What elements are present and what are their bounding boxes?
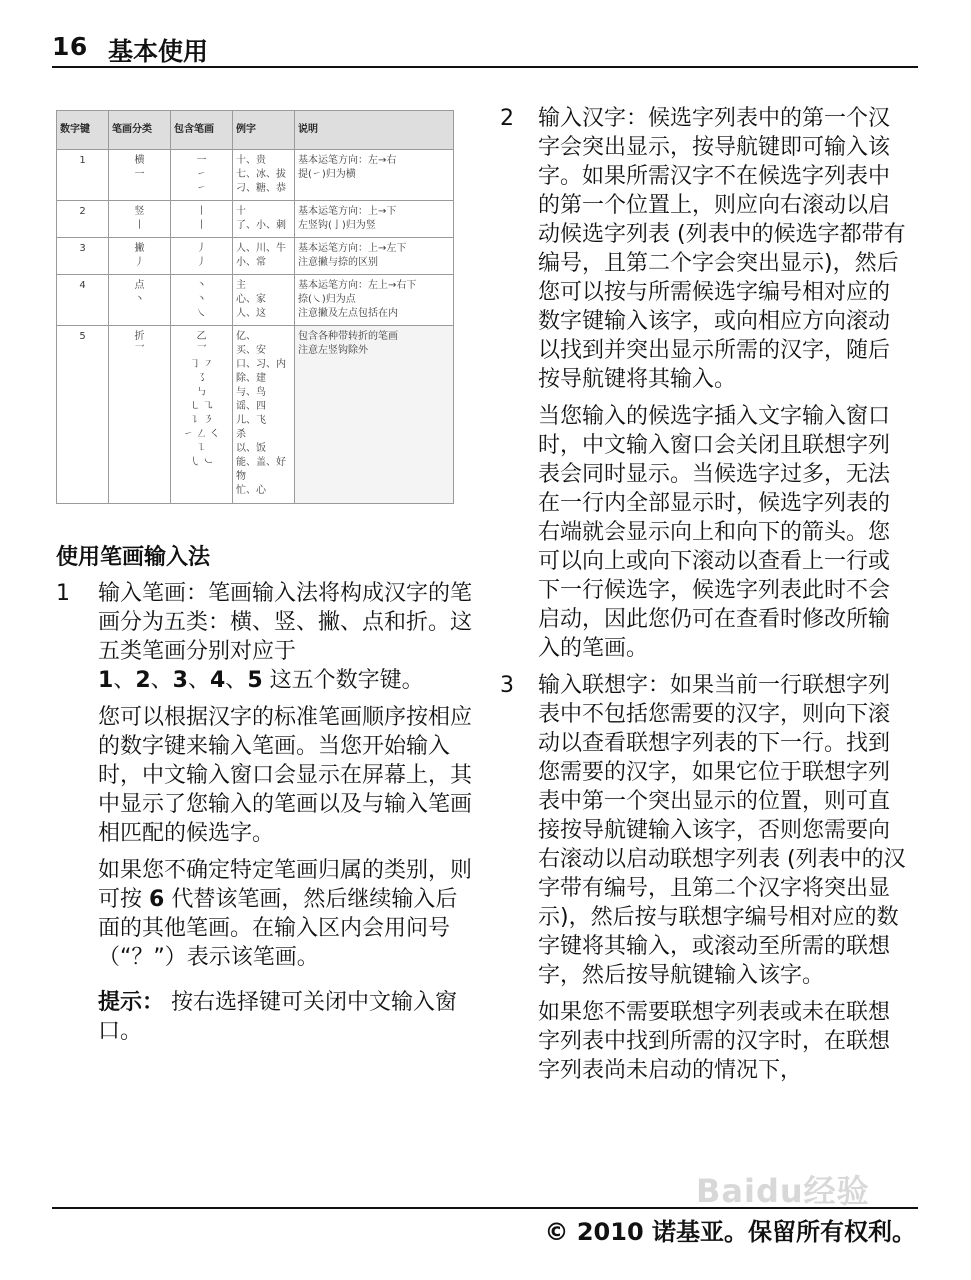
item-text: 如果您不确定特定笔画归属的类别，则可按	[98, 858, 473, 912]
page-number: 16	[52, 32, 88, 61]
table-header-cell: 数字键	[57, 111, 109, 150]
copyright-footer: © 2010 诺基亚。保留所有权利。	[544, 1218, 916, 1246]
key-cell: 3	[57, 238, 109, 275]
item-paragraph: 输入笔画：笔画输入法将构成汉字的笔画分为五类：横、竖、撇、点和折。这五类笔画分别对应于 1、2、3、4、5 这五个数字键。	[98, 581, 473, 693]
baidu-watermark: Baidu经验	[696, 1172, 870, 1210]
table-header-cell: 包含笔画	[171, 111, 233, 150]
contains-cell: 一 ㇀ ㇀	[171, 150, 233, 201]
stroke-cell: 横 一	[109, 150, 171, 201]
item-text: 输入笔画：笔画输入法将构成汉字的笔画分为五类：横、竖、撇、点和折。这五类笔画分别对应于	[98, 581, 473, 664]
table-row	[57, 326, 454, 504]
tip-text: 按右选择键可关闭中文输入窗口。	[98, 990, 458, 1044]
table-header-cell: 笔画分类	[109, 111, 171, 150]
list-item-3	[500, 671, 910, 1085]
stroke-table-figure	[56, 110, 454, 504]
key-cell: 2	[57, 201, 109, 238]
item-paragraph: 输入联想字：如果当前一行联想字列表中不包括您需要的汉字，则向下滚动以查看联想字列表的下一行。找到您需要的汉字，如果它位于联想字列表中第一个突出显示的位置，则可直接按导航键输入该字，否则您需要向右滚动以启动联想字列表 (列表中的汉字带有编号，且第二个汉字将突出显示)，然后按与联想字编号相对应的数字键将其输入，或滚动至所需的联想字，然后按导航键输入该字。	[538, 673, 906, 988]
chapter-title: 基本使用	[108, 37, 209, 66]
table-row	[57, 150, 454, 201]
table-header-row	[57, 111, 454, 150]
examples-cell: 人、川、牛 小、常	[233, 238, 295, 275]
item-number: 1	[56, 581, 70, 606]
table-row	[57, 238, 454, 275]
item-number: 3	[500, 673, 514, 698]
key-cell: 1	[57, 150, 109, 201]
table-row	[57, 201, 454, 238]
stroke-table	[56, 110, 454, 504]
key-label: 5	[247, 668, 263, 693]
examples-cell: 亿、 买、安 口、习、内 除、建 与、鸟 谣、四 儿、飞 杀 以、饭 能、盖、好 物 忙、心	[233, 326, 295, 504]
note-cell: 基本运笔方向：左上→右下 捺(㇏)归为点 注意撇及左点包括在内	[295, 275, 454, 326]
list-item-2	[500, 104, 910, 663]
section-title: 使用笔画输入法	[56, 545, 211, 570]
contains-cell: 乙 乛 ㇆ ㇇ ㇌ ㇉ ㇄ ㇈ ㇊ ㇋ ㇀ ㇜ ㇛ ㇅ ㇂ ㇃	[171, 326, 233, 504]
table-row	[57, 275, 454, 326]
contains-cell: 丿 丿	[171, 238, 233, 275]
item-text: 代替该笔画，然后继续输入后面的其他笔画。在输入区内会用问号（“？”）表示该笔画。	[98, 887, 458, 970]
item-paragraph: 您可以根据汉字的标准笔画顺序按相应的数字键来输入笔画。当您开始输入时，中文输入窗口会显示在屏幕上，其中显示了您输入的笔画以及与输入笔画相匹配的候选字。	[98, 705, 473, 846]
item-paragraph: 当您输入的候选字插入文字输入窗口时，中文输入窗口会关闭且联想字列表会同时显示。当候选字过多，无法在一行内全部显示时，候选字列表的右端就会显示向上和向下的箭头。您可以向上或向下滚动以查看上一行或下一行候选字，候选字列表此时不会启动，因此您仍可在查看时修改所输入的笔画。	[538, 404, 891, 661]
key-cell: 5	[57, 326, 109, 504]
contains-cell: 丶 丶 ㇏	[171, 275, 233, 326]
note-cell: 基本运笔方向：左→右 提(㇀)归为横	[295, 150, 454, 201]
contains-cell: 丨 丨	[171, 201, 233, 238]
key-label: 3	[172, 668, 188, 693]
item-number: 2	[500, 106, 514, 131]
item-paragraph: 如果您不需要联想字列表或未在联想字列表中找到所需的汉字时，在联想字列表尚未启动的情况下，	[538, 1000, 891, 1083]
tip-label: 提示：	[98, 990, 165, 1015]
item-text-tail: 这五个数字键。	[269, 668, 424, 693]
stroke-cell: 折 乛	[109, 326, 171, 504]
key-label: 4	[209, 668, 226, 693]
examples-cell: 主 心、家 人、这	[233, 275, 295, 326]
tip-paragraph	[98, 988, 476, 1046]
right-column	[500, 104, 910, 1093]
key-cell: 4	[57, 275, 109, 326]
key-label: 6	[149, 887, 165, 912]
footer-divider	[52, 1207, 918, 1209]
key-label: 1	[98, 668, 114, 693]
list-item-1	[56, 579, 476, 1046]
examples-cell: 十、贵 七、冰、拔 刁、糖、恭	[233, 150, 295, 201]
item-paragraph: 输入汉字：候选字列表中的第一个汉字会突出显示，按导航键即可输入该字。如果所需汉字不在候选字列表中的第一个位置上，则应向右滚动以启动候选字列表 (列表中的候选字都带有编号，且第二个字会突出显示)，然后您可以按与所需候选字编号相对应的数字键输入该字，或向相应方向滚动以找到并突出显示所需的汉字，随后按导航键将其输入。	[538, 106, 906, 392]
page-header	[52, 30, 918, 68]
stroke-cell: 点 丶	[109, 275, 171, 326]
left-column	[56, 543, 476, 1054]
table-header-cell: 说明	[295, 111, 454, 150]
examples-cell: 十 了、小、刺	[233, 201, 295, 238]
note-cell: 包含各种带转折的笔画 注意左竖钩除外	[295, 326, 454, 504]
stroke-cell: 竖 丨	[109, 201, 171, 238]
key-label: 2	[135, 668, 151, 693]
item-paragraph	[98, 856, 476, 972]
stroke-cell: 撇 丿	[109, 238, 171, 275]
note-cell: 基本运笔方向：上→左下 注意撇与捺的区别	[295, 238, 454, 275]
table-header-cell: 例字	[233, 111, 295, 150]
note-cell: 基本运笔方向：上→下 左竖钩(亅)归为竖	[295, 201, 454, 238]
